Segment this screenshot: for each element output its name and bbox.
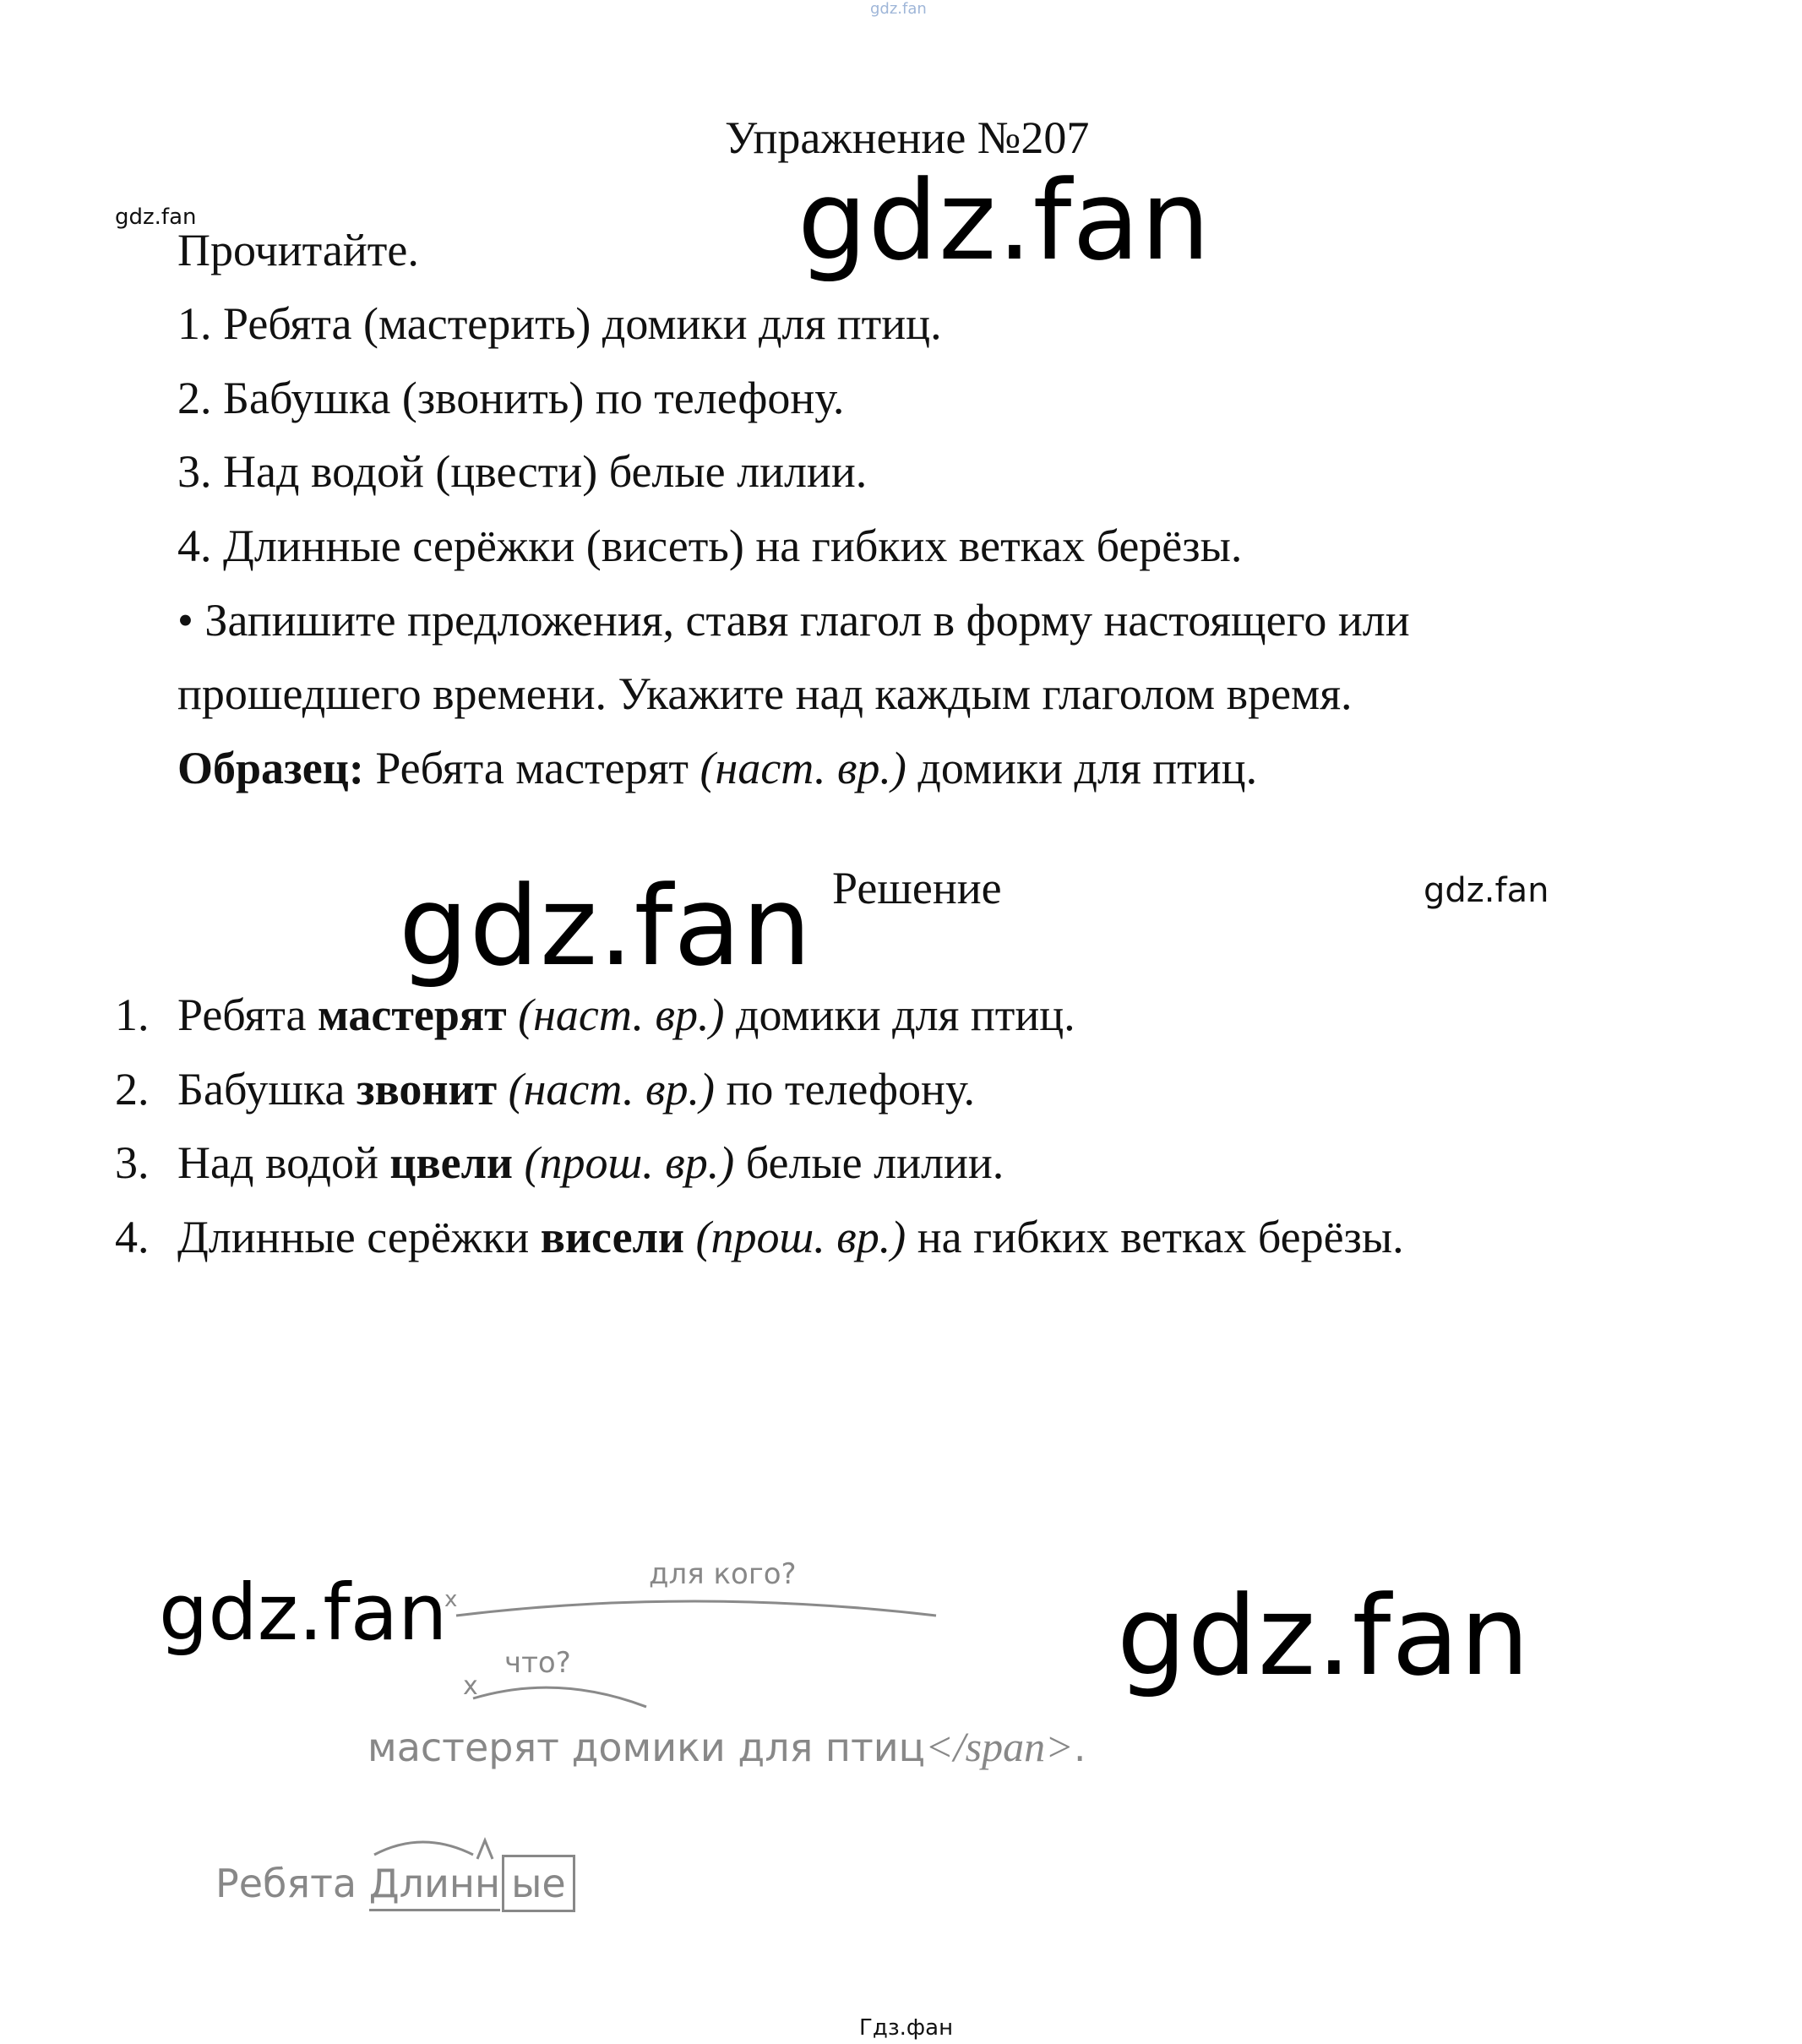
answer-number: 4. bbox=[115, 1212, 150, 1262]
task-sample bbox=[177, 742, 1257, 794]
watermark-bottom: Гдз.фан bbox=[859, 2015, 954, 2041]
task-instruction-line-2: прошедшего времени. Укажите над каждым глаголом время. bbox=[177, 668, 1353, 719]
answer-verb: мастерят bbox=[317, 989, 507, 1040]
watermark-big-3: gdz.fan bbox=[1117, 1572, 1531, 1700]
fragment-word: Ребята bbox=[215, 1861, 369, 1906]
fragment-span-tag: </span> bbox=[925, 1723, 1074, 1770]
answer-before: Над водой bbox=[177, 1137, 390, 1188]
fragment-phrase bbox=[367, 1722, 1086, 1771]
answer-verb: висели bbox=[540, 1212, 685, 1262]
exercise-title: Упражнение №207 bbox=[725, 112, 1090, 163]
answer-before: Ребята bbox=[177, 989, 318, 1040]
fragment-morpheme bbox=[215, 1855, 575, 1912]
task-sentence-3: 3. Над водой (цвести) белые лилии. bbox=[177, 446, 868, 497]
watermark-big-1: gdz.fan bbox=[798, 156, 1211, 285]
arc-what bbox=[473, 1687, 646, 1707]
answer-number: 2. bbox=[115, 1064, 150, 1115]
watermark-top: gdz.fan bbox=[870, 0, 927, 18]
answer-row-4 bbox=[115, 1211, 1404, 1263]
answer-after: по телефону. bbox=[714, 1064, 975, 1115]
watermark-small-right: gdz.fan bbox=[1424, 871, 1549, 910]
answer-verb: цвели bbox=[389, 1137, 514, 1188]
answer-verb: звонит bbox=[356, 1064, 498, 1115]
fragment-dot: . bbox=[1073, 1725, 1086, 1770]
answer-tense: (прош. вр.) bbox=[513, 1137, 735, 1188]
answer-row-3 bbox=[115, 1136, 1004, 1189]
answer-row-1 bbox=[115, 989, 1075, 1041]
fragment-phrase-text: мастерят домики для птиц bbox=[367, 1725, 925, 1770]
fragment-root: Длинн bbox=[369, 1858, 500, 1911]
answer-after: на гибких ветках берёзы. bbox=[906, 1212, 1404, 1262]
arc-for-whom bbox=[456, 1601, 936, 1616]
answer-number: 3. bbox=[115, 1137, 150, 1188]
fragment-x-mark-2: x bbox=[463, 1671, 478, 1701]
task-read: Прочитайте. bbox=[177, 225, 419, 275]
answer-number: 1. bbox=[115, 989, 150, 1040]
task-instruction-line-1: • Запишите предложения, ставя глагол в форму настоящего или bbox=[177, 595, 1410, 646]
fragment-question-what: что? bbox=[504, 1646, 571, 1680]
sample-before: Ребята мастерят bbox=[363, 743, 700, 793]
watermark-small-left: gdz.fan bbox=[115, 204, 197, 230]
watermark-big-2: gdz.fan bbox=[399, 862, 813, 990]
fragment-x-mark-1: x bbox=[444, 1587, 458, 1612]
fragment-question-for-whom: для кого? bbox=[649, 1557, 797, 1591]
fragment-ending-box: ые bbox=[502, 1855, 575, 1912]
task-sentence-2: 2. Бабушка (звонить) по телефону. bbox=[177, 373, 845, 423]
answer-before: Бабушка bbox=[177, 1064, 357, 1115]
answer-row-2 bbox=[115, 1063, 975, 1115]
answer-after: белые лилии. bbox=[734, 1137, 1004, 1188]
answer-tense: (прош. вр.) bbox=[684, 1212, 906, 1262]
sample-label: Образец: bbox=[177, 743, 364, 793]
answer-tense: (наст. вр.) bbox=[506, 989, 725, 1040]
arc-root bbox=[374, 1842, 473, 1855]
task-sentence-4: 4. Длинные серёжки (висеть) на гибких ветках берёзы. bbox=[177, 521, 1243, 571]
task-sentence-1: 1. Ребята (мастерить) домики для птиц. bbox=[177, 298, 942, 349]
answer-after: домики для птиц. bbox=[724, 989, 1075, 1040]
solution-title: Решение bbox=[832, 863, 1002, 913]
sample-tense: (наст. вр.) bbox=[700, 743, 906, 793]
watermark-mid-left: gdz.fan bbox=[159, 1567, 448, 1658]
answer-before: Длинные серёжки bbox=[177, 1212, 541, 1262]
answer-tense: (наст. вр.) bbox=[497, 1064, 715, 1115]
sample-after: домики для птиц. bbox=[906, 743, 1258, 793]
